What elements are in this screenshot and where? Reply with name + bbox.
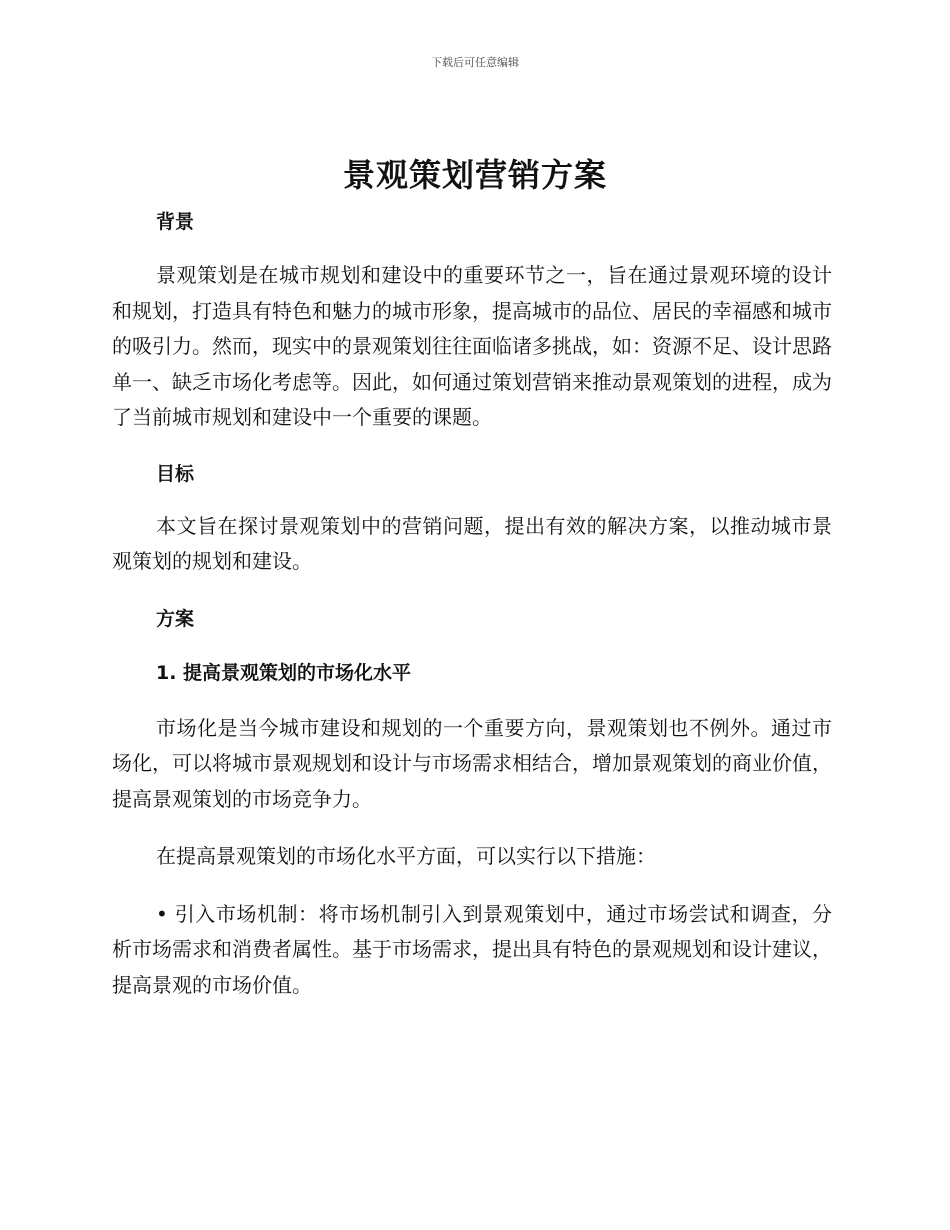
measures-intro-paragraph: 在提高景观策划的市场化水平方面，可以实行以下措施： (156, 844, 656, 868)
marketization-paragraph: 市场化是当今城市建设和规划的一个重要方向，景观策划也不例外。通过市场化，可以将城市景观规划和设计与市场需求相结合，增加景观策划的商业价值，提高景观策划的市场竞争力。 (112, 715, 832, 811)
bullet-item-market-mechanism: • 引入市场机制：将市场机制引入到景观策划中，通过市场尝试和调查，分析市场需求和消费者属性。基于市场需求，提出具有特色的景观规划和设计建议，提高景观的市场价值。 (112, 901, 832, 997)
section-heading-background: 背景 (156, 211, 195, 233)
background-paragraph: 景观策划是在城市规划和建设中的重要环节之一，旨在通过景观环境的设计和规划，打造具有特色和魅力的城市形象，提高城市的品位、居民的幸福感和城市的吸引力。然而，现实中的景观策划往往面临诸多挑战，如：资源不足、设计思路单一、缺乏市场化考虑等。因此，如何通过策划营销来推动景观策划的进程，成为了当前城市规划和建设中一个重要的课题。 (112, 263, 832, 429)
document-title: 景观策划营销方案 (342, 156, 607, 194)
section-heading-goal: 目标 (156, 462, 195, 485)
header-note: 下载后可任意编辑 (431, 56, 519, 69)
section-heading-plan: 方案 (156, 607, 195, 630)
subsection-heading-marketization: 1. 提高景观策划的市场化水平 (156, 661, 412, 684)
document-body (112, 206, 832, 1003)
goal-paragraph: 本文旨在探讨景观策划中的营销问题，提出有效的解决方案，以推动城市景观策划的规划和建设。 (112, 513, 832, 573)
